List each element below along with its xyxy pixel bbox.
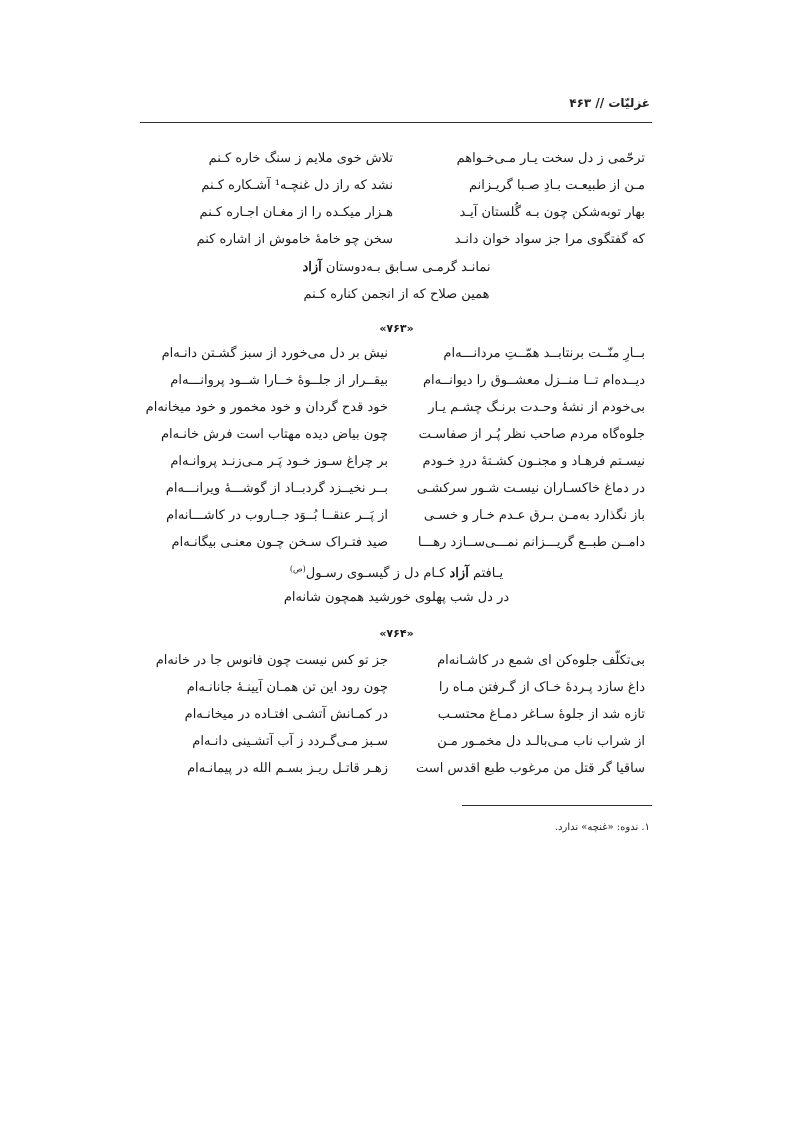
poem-number: «۷۶۳» (379, 322, 414, 335)
hemistich-second: خود قدح گردان و خود مخمور و خود میخانه‌ام (145, 400, 388, 415)
hemistich-first: مـن از طبیعـت بـادِ صـبا گریـزانم (468, 178, 645, 193)
honorific-mark: (ص) (289, 565, 306, 574)
hemistich-second: در کمـانش آتشـی افتـاده در میخانـه‌ام (184, 707, 388, 722)
couplet (0, 704, 793, 731)
poem-number: «۷۶۴» (379, 627, 414, 640)
closing-text: یـافتم (468, 566, 504, 582)
poet-pen-name: آزاد (302, 260, 322, 275)
hemistich-first: بی‌خودم از نشهٔ وحـدت برنـگ چشـم یـار (428, 400, 645, 415)
couplet (0, 758, 793, 785)
couplet (0, 478, 793, 505)
hemistich-second: جز تو کس نیست چون فانوس جا در خانه‌ام (155, 653, 388, 668)
closing-line-text (302, 260, 490, 275)
hemistich-first: بی‌تکلّف جلوه‌کن ای شمع در کاشـانه‌ام (437, 653, 645, 668)
hemistich-second: زهـر قاتـل ریـز بسـم الله در پیمانـه‌ام (187, 761, 388, 776)
couplet (0, 532, 793, 559)
couplet (0, 175, 793, 202)
hemistich-second: از پَــر عنقــا بُــوَد جــاروب در کاشـــانه‌ام (166, 508, 388, 523)
hemistich-first: در دماغ خاکسـاران نیسـت شـور سرکشـی (416, 481, 645, 496)
hemistich-first: جلوه‌گاه مردم صاحب نظر پُـر از صفاسـت (418, 427, 645, 442)
hemistich-first: که گفتگوی مرا جز سواد خوان دانـد (454, 232, 645, 247)
couplet (0, 229, 793, 256)
couplet (0, 202, 793, 229)
hemistich-first: داغ سازد پـردهٔ خـاک از گـرفتن مـاه را (438, 680, 645, 695)
poet-pen-name: آزاد (449, 566, 469, 582)
hemistich-second: صید فتـراک سـخن چـون معنـی بیگانـه‌ام (171, 535, 388, 550)
closing-line (0, 283, 793, 310)
couplet (0, 397, 793, 424)
couplet (0, 677, 793, 704)
hemistich-first: از شراب ناب مـی‌بالـد دل مخمـور مـن (437, 734, 645, 749)
hemistich-second: بر چراغ سـوز خـود پَـر مـی‌زنـد پروانـه‌ام (170, 454, 388, 469)
closing-line (0, 256, 793, 283)
couplet (0, 343, 793, 370)
couplet (0, 148, 793, 175)
hemistich-second: تلاش خوی ملایم ز سنگ خاره کـنم (208, 151, 393, 166)
closing-line-text (290, 566, 503, 581)
hemistich-first: نیسـتم فرهـاد و مجنـون کشـتهٔ دردِ خـودم (422, 454, 645, 469)
footnote-rule (462, 805, 652, 806)
closing-line-text: همین صلاح که از انجمن کناره کـنم (303, 287, 490, 302)
hemistich-second: نیش بر دل می‌خورد از سبز گشـتن دانـه‌ام (161, 346, 388, 361)
hemistich-first: بهار توبه‌شکن چون بـه گُلستان آیـد (459, 205, 645, 220)
couplet (0, 424, 793, 451)
hemistich-first: دامــن طبــع گریـــزانم نمـــی‌ســازد رهـــا (417, 535, 645, 550)
hemistich-second: چون بیاض دیده مهتاب است فرش خانـه‌ام (160, 427, 388, 442)
hemistich-first: ساقیا گر قتل من مرغوب طبع اقدس است (416, 761, 645, 776)
hemistich-second: سـبز مـی‌گـردد ز آب آتشـینی دانـه‌ام (192, 734, 388, 749)
closing-text: کـام دل ز گیسـوی رسـول (305, 566, 450, 582)
closing-line-text: در دل شب پهلوی خورشید همچون شانه‌ام (283, 590, 510, 605)
closing-line (0, 586, 793, 613)
couplet (0, 650, 793, 677)
poem-764 (0, 650, 793, 785)
hemistich-second: بــر نخیــزد گردبــاد از گوشـــهٔ ویرانـــه‌ام (165, 481, 388, 496)
closing-text: نمانـد گرمـی سـابق بـه‌دوستان (321, 260, 491, 275)
hemistich-first: باز نگذارد به‌مـن بـرق عـدم خـار و خسـی (423, 508, 645, 523)
hemistich-second: چون رود این تن همـان آیینـهٔ جانانـه‌ام (186, 680, 388, 695)
footnote: ۱. ندوه: «غنچه» ندارد. (554, 822, 650, 833)
header-rule (140, 122, 652, 123)
hemistich-second: بیقــرار از جلــوهٔ خــارا شــود پروانـــه‌ام (170, 373, 388, 388)
couplet (0, 731, 793, 758)
running-head: غزلیّات // ۴۶۳ (569, 96, 650, 110)
poem-continuation (0, 148, 793, 310)
hemistich-first: بــارِ منّــت برنتابــد همّــتِ مردانـــه‌ام (443, 346, 645, 361)
hemistich-first: ترحّمی ز دل سخت یـار مـی‌خـواهم (456, 151, 645, 166)
couplet (0, 370, 793, 397)
hemistich-second: نشد که راز دل غنچـه¹ آشـکاره کـنم (201, 178, 393, 193)
couplet (0, 505, 793, 532)
hemistich-second: هـزار میکـده را از مغـان اجـاره کـنم (199, 205, 393, 220)
closing-line (0, 559, 793, 586)
poem-763 (0, 343, 793, 613)
hemistich-first: دیــده‌ام تــا منــزل معشــوق را دیوانــه‌ام (422, 373, 645, 388)
couplet (0, 451, 793, 478)
hemistich-first: تازه شد از جلوهٔ سـاغر دمـاغ محتسـب (437, 707, 645, 722)
hemistich-second: سخن چو خامهٔ خاموش از اشاره کنم (196, 232, 393, 247)
